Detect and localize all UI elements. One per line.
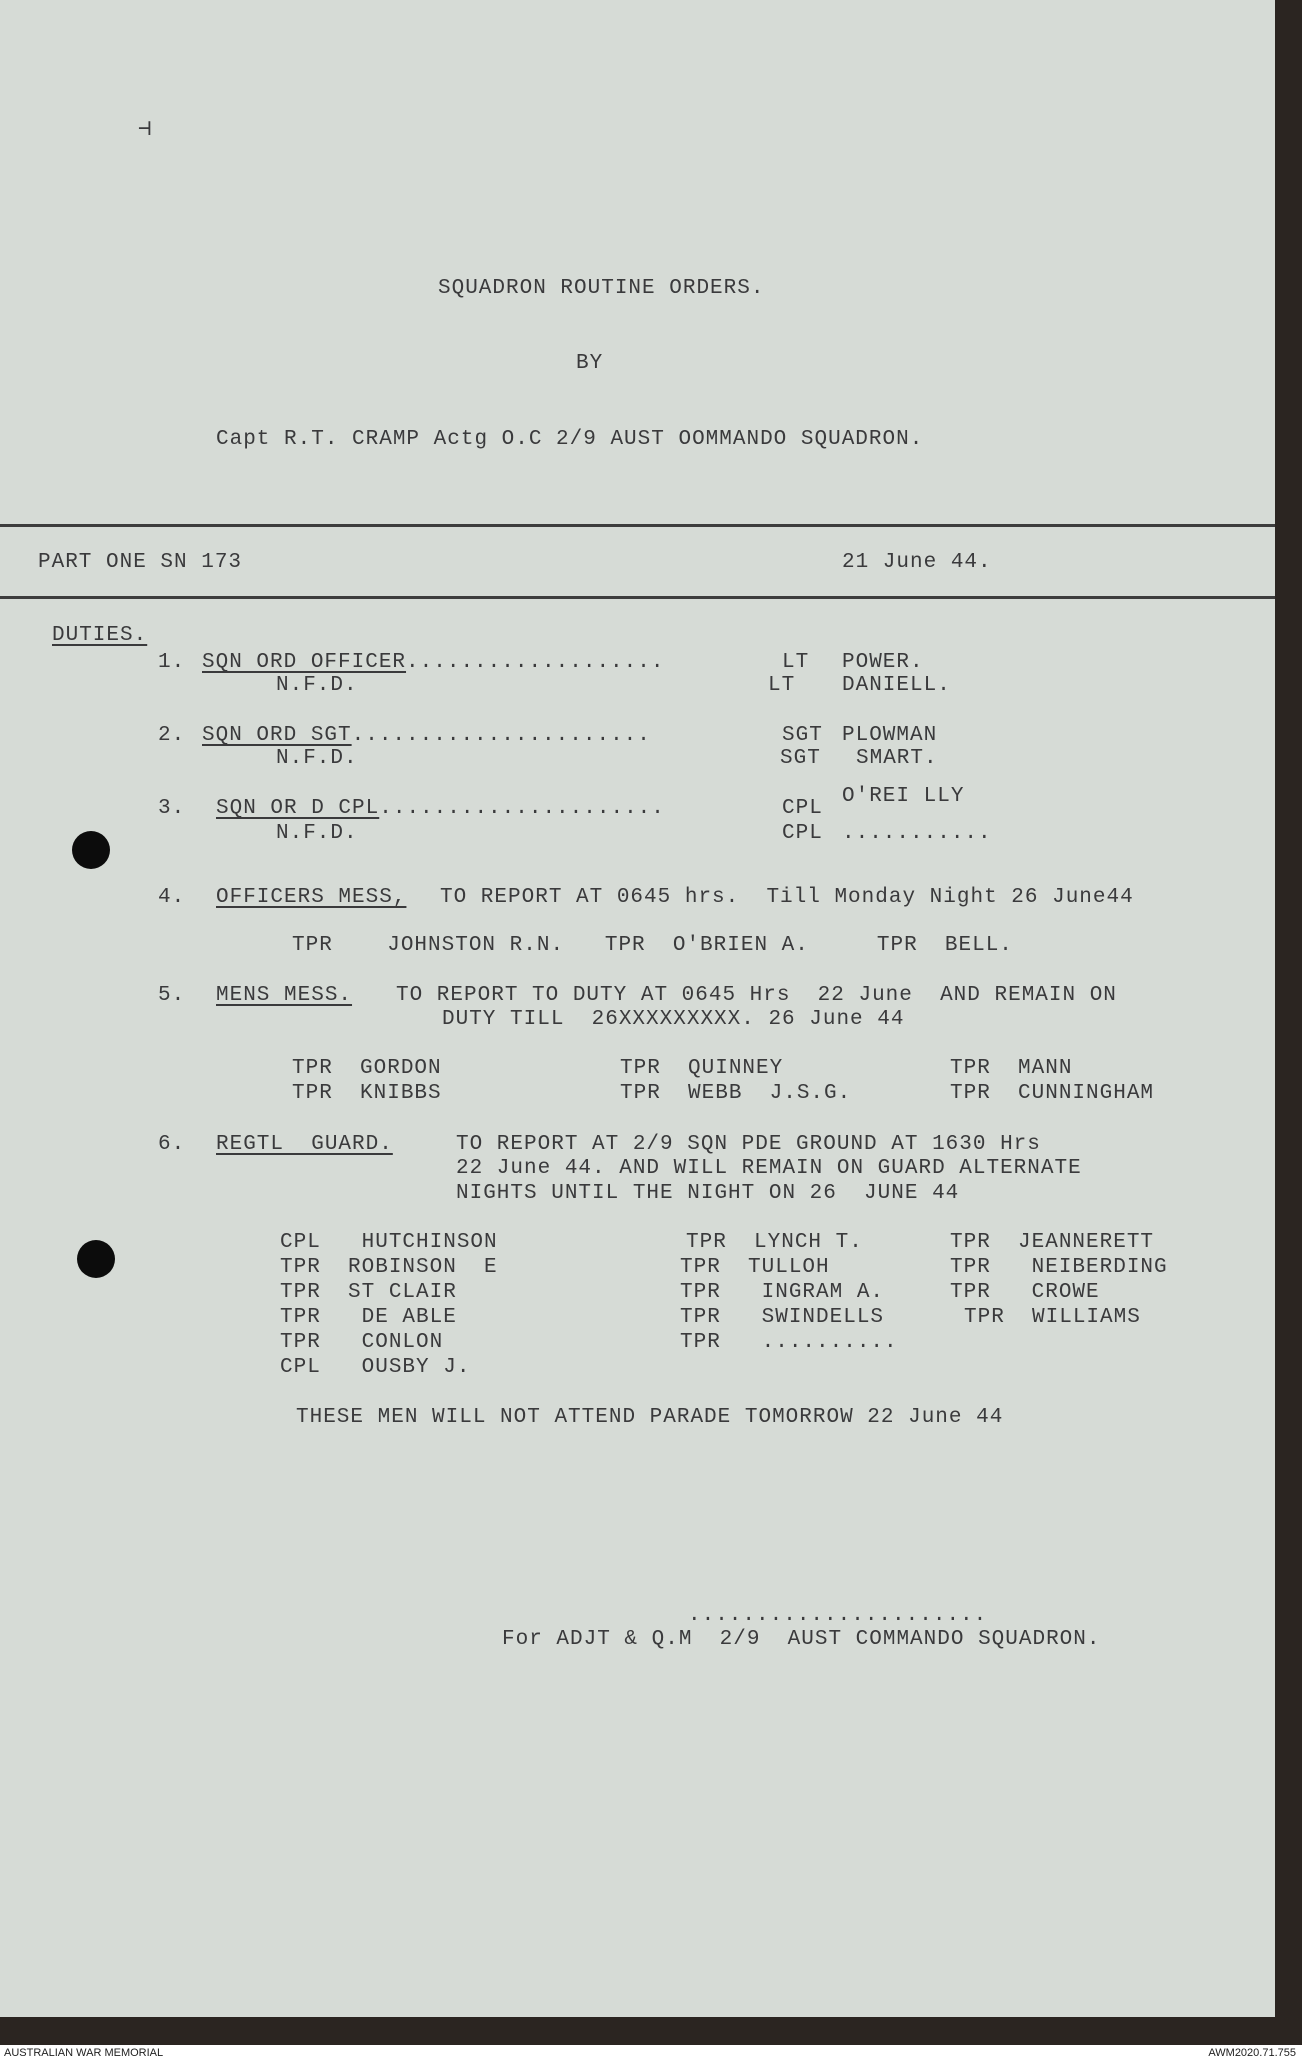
roster-entry: TPR SWINDELLS (680, 1306, 885, 1329)
item-number: 3. (158, 797, 186, 820)
roster-entry: TPR NEIBERDING (950, 1256, 1168, 1279)
item-title: OFFICERS MESS, (216, 886, 407, 909)
punch-hole (77, 1240, 115, 1278)
by-line: BY (576, 352, 604, 375)
item-instructions: TO REPORT AT 2/9 SQN PDE GROUND AT 1630 Hrs (456, 1133, 1041, 1156)
part-number: PART ONE SN 173 (38, 551, 243, 574)
archive-reference: AWM2020.71.755 (1208, 2047, 1296, 2059)
roster-entry: TPR CROWE (950, 1281, 1100, 1304)
roster-entry: TPR INGRAM A. (680, 1281, 885, 1304)
rank: SGT (780, 747, 821, 770)
rank: LT (768, 674, 796, 697)
document-title: SQUADRON ROUTINE ORDERS. (438, 277, 765, 300)
roster-entry: TPR LYNCH T. (686, 1231, 863, 1254)
item-number: 2. (158, 724, 186, 747)
roster-entry: TPR CUNNINGHAM (950, 1082, 1155, 1105)
item-instructions: 22 June 44. AND WILL REMAIN ON GUARD ALTERNATE (456, 1157, 1082, 1180)
next-for-duty-label: N.F.D. (276, 822, 358, 845)
next-for-duty-label: N.F.D. (276, 747, 358, 770)
signature-line: ...................... (688, 1604, 988, 1627)
item-number: 1. (158, 651, 186, 674)
leader-dots: ..................... (379, 797, 665, 820)
roster-entry: TPR ROBINSON E (280, 1256, 498, 1279)
next-for-duty-name: SMART. (856, 747, 938, 770)
signature-block: For ADJT & Q.M 2/9 AUST COMMANDO SQUADRON. (502, 1628, 1101, 1651)
next-for-duty-label: N.F.D. (276, 674, 358, 697)
roster-entry: CPL OUSBY J. (280, 1356, 471, 1379)
item-instructions: TO REPORT TO DUTY AT 0645 Hrs 22 June AND REMAIN ON (396, 984, 1117, 1007)
roster-entry: TPR CONLON (280, 1331, 444, 1354)
item-title: SQN ORD SGT (202, 724, 352, 747)
roster-entry: TPR KNIBBS (292, 1082, 442, 1105)
item-number: 5. (158, 984, 186, 1007)
rank: CPL (782, 822, 823, 845)
item-title: REGTL GUARD. (216, 1133, 393, 1156)
assigned-name: POWER. (842, 651, 924, 674)
roster-entry: TPR .......... (680, 1331, 898, 1354)
roster-entry: TPR WEBB J.S.G. (620, 1082, 852, 1105)
item-instructions: DUTY TILL 26XXXXXXXXX. 26 June 44 (442, 1008, 905, 1031)
rank: SGT (782, 724, 823, 747)
item-title: SQN ORD OFFICER (202, 651, 407, 674)
next-for-duty-name: DANIELL. (842, 674, 951, 697)
roster-entry: TPR DE ABLE (280, 1306, 457, 1329)
assigned-men: TPR JOHNSTON R.N. TPR O'BRIEN A. TPR BELL. (292, 934, 1013, 957)
roster-entry: CPL HUTCHINSON (280, 1231, 498, 1254)
item-instructions: TO REPORT AT 0645 hrs. Till Monday Night 26 June44 (440, 886, 1134, 909)
archive-name: AUSTRALIAN WAR MEMORIAL (4, 2047, 164, 2059)
archive-footer (0, 2045, 1302, 2061)
item-title: SQN OR D CPL (216, 797, 380, 820)
top-rule (0, 524, 1275, 527)
assigned-name: PLOWMAN (842, 724, 938, 747)
item-instructions: NIGHTS UNTIL THE NIGHT ON 26 JUNE 44 (456, 1182, 960, 1205)
roster-entry: TPR JEANNERETT (950, 1231, 1155, 1254)
parade-note: THESE MEN WILL NOT ATTEND PARADE TOMORROW 22 June 44 (296, 1406, 1004, 1429)
item-title: MENS MESS. (216, 984, 353, 1007)
margin-mark: ⊣ (138, 117, 153, 142)
assigned-name: O'REI LLY (842, 785, 965, 808)
roster-entry: TPR TULLOH (680, 1256, 830, 1279)
item-number: 4. (158, 886, 186, 909)
rank: LT (782, 651, 810, 674)
rank: CPL (782, 797, 823, 820)
item-number: 6. (158, 1133, 186, 1156)
order-date: 21 June 44. (842, 551, 992, 574)
roster-entry: TPR WILLIAMS (964, 1306, 1141, 1329)
roster-entry: TPR GORDON (292, 1057, 442, 1080)
roster-entry: TPR ST CLAIR (280, 1281, 457, 1304)
roster-entry: TPR QUINNEY (620, 1057, 784, 1080)
bottom-rule (0, 596, 1275, 599)
punch-hole (72, 831, 110, 869)
leader-dots: ................... (406, 651, 665, 674)
authority-line: Capt R.T. CRAMP Actg O.C 2/9 AUST OOMMANDO SQUADRON. (216, 428, 924, 451)
next-for-duty-name: ........... (842, 822, 992, 845)
leader-dots: ...................... (351, 724, 651, 747)
roster-entry: TPR MANN (950, 1057, 1073, 1080)
duties-heading: DUTIES. (52, 624, 148, 647)
